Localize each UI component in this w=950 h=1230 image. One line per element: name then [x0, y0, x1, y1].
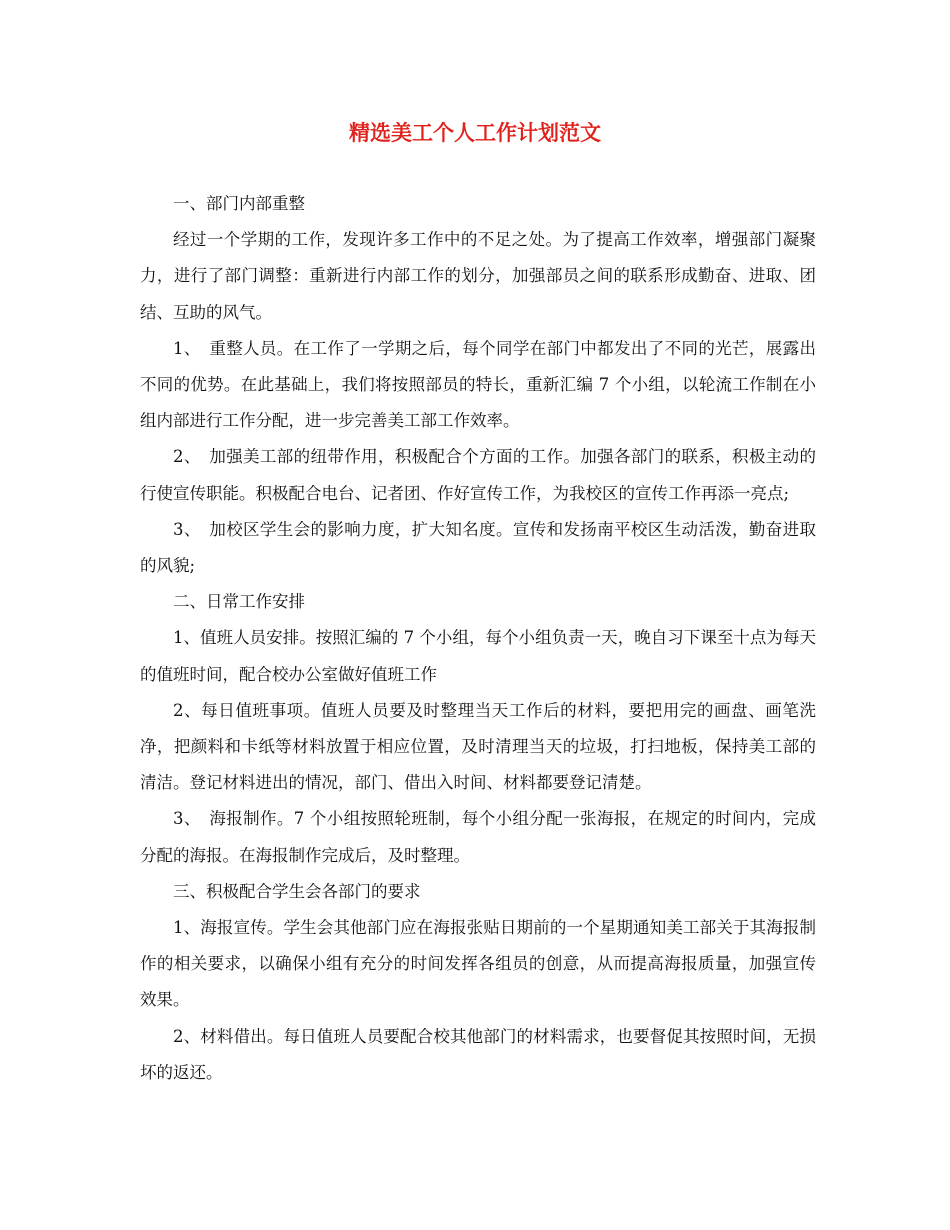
paragraph: 3、 海报制作。7 个小组按照轮班制，每个小组分配一张海报，在规定的时间内，完成分配的海报。在海报制作完成后，及时整理。 — [140, 809, 816, 865]
paragraph: 1、海报宣传。学生会其他部门应在海报张贴日期前的一个星期通知美工部关于其海报制作的相关要求，以确保小组有充分的时间发挥各组员的创意，从而提高海报质量，加强宣传效果。 — [140, 918, 816, 1010]
paragraph: 2、每日值班事项。值班人员要及时整理当天工作后的材料，要把用完的画盘、画笔洗净，把颜料和卡纸等材料放置于相应位置，及时清理当天的垃圾，打扫地板，保持美工部的清洁。登记材料进出的情况，部门、借出入时间、材料都要登记清楚。 — [140, 700, 816, 793]
paragraph: 1、值班人员安排。按照汇编的 7 个小组，每个小组负责一天，晚自习下课至十点为每天的值班时间，配合校办公室做好值班工作 — [140, 628, 816, 684]
paragraph: 3、 加校区学生会的影响力度，扩大知名度。宣传和发扬南平校区生动活泼，勤奋进取的风貌; — [140, 519, 816, 576]
document-title: 精选美工个人工作计划范文 — [349, 120, 601, 145]
paragraph: 经过一个学期的工作，发现许多工作中的不足之处。为了提高工作效率，增强部门凝聚力，进行了部门调整：重新进行内部工作的划分，加强部员之间的联系形成勤奋、进取、团结、互助的风气。 — [140, 230, 816, 322]
document-body — [140, 186, 816, 1091]
paragraph: 2、材料借出。每日值班人员要配合校其他部门的材料需求，也要督促其按照时间，无损坏的返还。 — [140, 1026, 816, 1082]
section-heading-2: 二、日常工作安排 — [173, 592, 305, 612]
section-heading-1: 一、部门内部重整 — [173, 194, 305, 213]
paragraph: 2、 加强美工部的纽带作用，积极配合个方面的工作。加强各部门的联系，积极主动的行使宣传职能。积极配合电台、记者团、作好宣传工作，为我校区的宣传工作再添一亮点; — [140, 447, 816, 503]
paragraph: 1、 重整人员。在工作了一学期之后，每个同学在部门中都发出了不同的光芒，展露出不同的优势。在此基础上，我们将按照部员的特长，重新汇编 7 个小组，以轮流工作制在小组内部进行工作分配，进一步完善美工部工作效率。 — [140, 338, 816, 431]
section-heading-3: 三、积极配合学生会各部门的要求 — [173, 881, 421, 901]
